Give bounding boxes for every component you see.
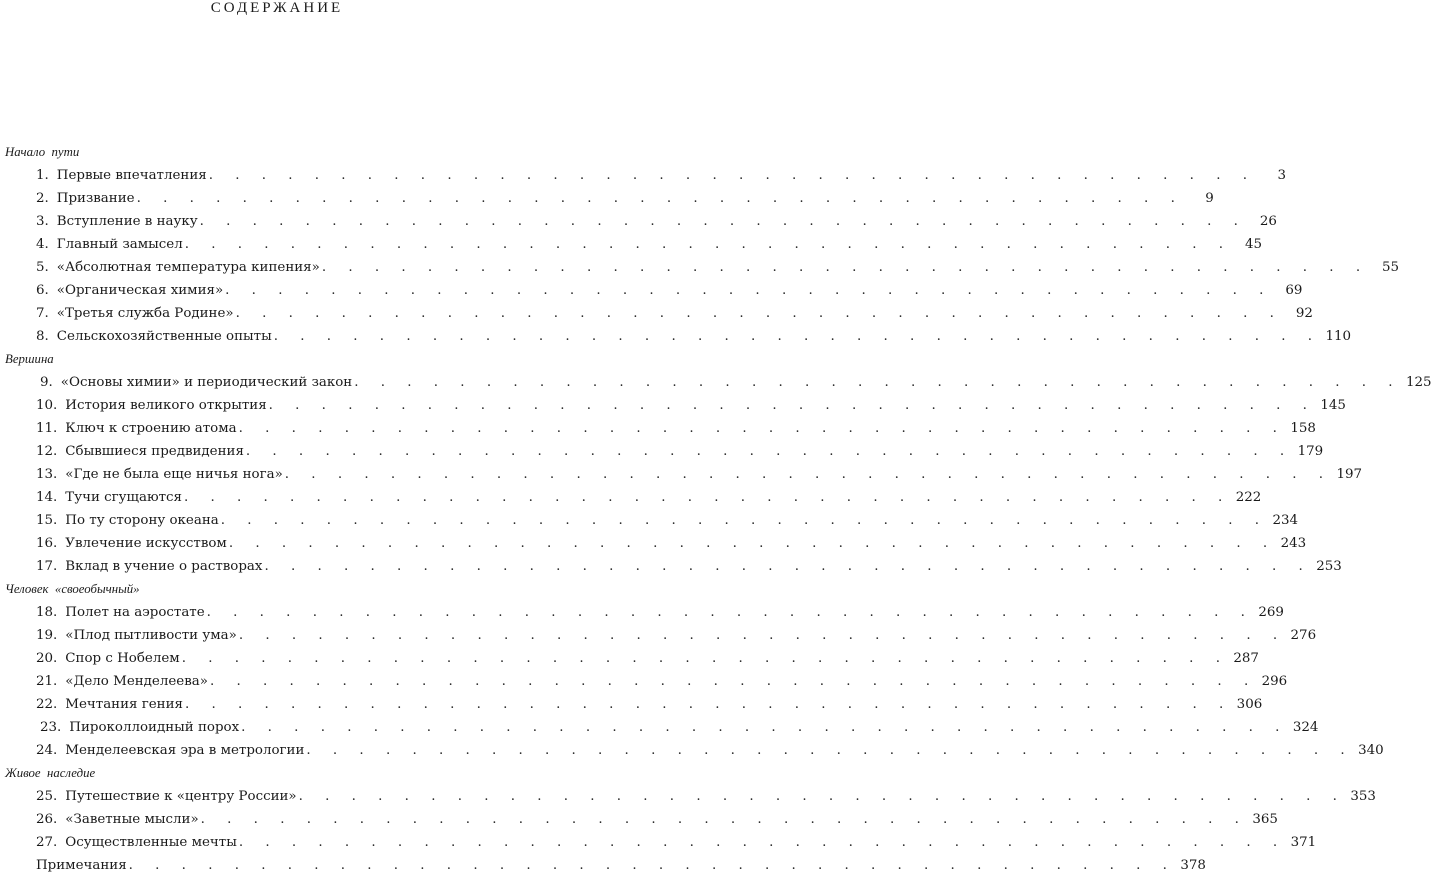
entry-number: 6.	[36, 283, 49, 298]
entry-number: 17.	[36, 559, 58, 574]
toc-entry	[0, 601, 1284, 624]
section-heading: Вершина	[5, 352, 54, 366]
toc-entry	[0, 831, 1317, 854]
dot-leader: . . . . . . . . . . . . . . . . . . . . . . . . . . . . . . . . . . . . . . . .	[354, 375, 1402, 390]
entry-page-number: 158	[1290, 421, 1316, 436]
dot-leader: . . . . . . . . . . . . . . . . . . . . . . . . . . . . . . . . . . . . . . . .	[264, 559, 1312, 574]
dot-leader: . . . . . . . . . . . . . . . . . . . . . . . . . . . . . . . . . . . . . . . .	[225, 283, 1273, 298]
section-heading: Человек «своеобычный»	[5, 582, 140, 596]
toc-entry-line	[36, 302, 1313, 325]
toc-entry-line	[36, 164, 1286, 187]
dot-leader: . . . . . . . . . . . . . . . . . . . . . . . . . . . . . . . . . . . . . . . .	[199, 214, 1247, 229]
toc-entry-line	[36, 808, 1278, 831]
entry-title: Тучи сгущаются	[65, 490, 182, 505]
dot-leader: . . . . . . . . . . . . . . . . . . . . . . . . . . . . . . . . . . . . . . . .	[241, 720, 1289, 735]
toc-entry-line	[36, 463, 1363, 486]
toc-entry-line	[36, 601, 1284, 624]
entry-title: «Плод пытливости ума»	[65, 628, 237, 643]
entry-number: 21.	[36, 674, 58, 689]
toc-entry-line	[36, 417, 1316, 440]
entry-page-number: 125	[1405, 375, 1432, 390]
dot-leader: . . . . . . . . . . . . . . . . . . . . . . . . . . . . . . . . . . . . . . . .	[184, 697, 1233, 712]
dot-leader: . . . . . . . . . . . . . . . . . . . . . . . . . . . . . . . . . . . . . . . .	[228, 536, 1277, 551]
toc-entry-line	[36, 233, 1262, 256]
entry-page-number: 324	[1292, 720, 1319, 735]
toc-entry-line	[36, 440, 1324, 463]
toc-entry-line	[36, 210, 1277, 233]
entry-number: 2.	[36, 191, 49, 206]
dot-leader: . . . . . . . . . . . . . . . . . . . . . . . . . . . . . . . . . . . . . . . .	[306, 743, 1354, 758]
dot-leader: . . . . . . . . . . . . . . . . . . . . . . . . . . . . . . . . . . . . . . . .	[284, 467, 1333, 482]
toc-entry-line	[36, 831, 1317, 854]
entry-number: 19.	[36, 628, 58, 643]
entry-title: «Где не была еще ничья нога»	[65, 467, 283, 482]
toc-entry	[0, 785, 1376, 808]
entry-title: Главный замысел	[56, 237, 183, 252]
entry-number: 15.	[36, 513, 58, 528]
toc-entry	[0, 233, 1262, 256]
toc-entry	[0, 670, 1288, 693]
toc-entry-line	[36, 486, 1262, 509]
entry-number: 9.	[40, 375, 53, 390]
entry-title: Полет на аэростате	[65, 605, 205, 620]
entry-title: Пироколлоидный порох	[69, 720, 240, 735]
dot-leader: . . . . . . . . . . . . . . . . . . . . . . . . . . . . . . . . . . . . . . . .	[136, 191, 1184, 206]
dot-leader: . . . . . . . . . . . . . . . . . . . . . . . . . . . . . . . . . . . . . . . .	[298, 789, 1346, 804]
entry-title: История великого открытия	[65, 398, 267, 413]
toc-entry-line	[36, 693, 1263, 716]
entry-page-number: 353	[1350, 789, 1376, 804]
entry-number: 10.	[36, 398, 58, 413]
entry-title: Осуществленные мечты	[65, 835, 237, 850]
entry-number: 12.	[36, 444, 58, 459]
dot-leader: . . . . . . . . . . . . . . . . . . . . . . . . . . . . . . . . . . . . . . . .	[268, 398, 1316, 413]
entry-number: 5.	[36, 260, 49, 275]
toc-entry	[0, 854, 1206, 877]
dot-leader: . . . . . . . . . . . . . . . . . . . . . . . . . . . . . . . . . . . . . . . .	[220, 513, 1269, 528]
entry-page-number: 69	[1285, 283, 1303, 298]
toc-entry-line	[36, 187, 1214, 210]
entry-title: Сбывшиеся предвидения	[65, 444, 244, 459]
entry-page-number: 253	[1316, 559, 1342, 574]
toc-entry-line	[36, 256, 1400, 279]
entry-title: Вклад в учение о растворах	[65, 559, 263, 574]
toc-entry	[0, 463, 1363, 486]
dot-leader: . . . . . . . . . . . . . . . . . . . . . . . . . . . . . . . . . . . . . . . .	[209, 674, 1258, 689]
entry-title: «Дело Менделеева»	[65, 674, 208, 689]
entry-page-number: 269	[1258, 605, 1284, 620]
toc-entry-line	[36, 555, 1342, 578]
entry-number: 24.	[36, 743, 58, 758]
entry-title: «Органическая химия»	[56, 283, 224, 298]
toc-entry-line	[36, 739, 1384, 762]
dot-leader: . . . . . . . . . . . . . . . . . . . . . . . . . . . . . . . . . . . . . . . .	[184, 237, 1232, 252]
entry-page-number: 179	[1297, 444, 1324, 459]
toc-entry	[0, 164, 1286, 187]
dot-leader: . . . . . . . . . . . . . . . . . . . . . . . . . . . . . . . . . . . . . . . .	[238, 628, 1287, 643]
dot-leader: . . . . . . . . . . . . . . . . . . . . . . . . . . . . . . . . . . . . . . . .	[128, 858, 1176, 873]
entry-title: Примечания	[36, 858, 127, 873]
entry-title: «Третья служба Родине»	[56, 306, 234, 321]
entry-page-number: 3	[1277, 168, 1286, 183]
toc-entry	[0, 624, 1317, 647]
entry-title: Вступление в науку	[56, 214, 198, 229]
toc-entry-line	[36, 325, 1352, 348]
dot-leader: . . . . . . . . . . . . . . . . . . . . . . . . . . . . . . . . . . . . . . . .	[181, 651, 1229, 666]
dot-leader: . . . . . . . . . . . . . . . . . . . . . . . . . . . . . . . . . . . . . . . .	[235, 306, 1283, 321]
entry-title: «Заветные мысли»	[65, 812, 199, 827]
toc-entry	[0, 647, 1259, 670]
toc-entry	[0, 371, 1432, 394]
toc-entry-line	[36, 532, 1307, 555]
toc-section	[0, 141, 554, 164]
entry-page-number: 306	[1236, 697, 1263, 712]
toc-entry-line	[40, 716, 1319, 739]
entry-title: Менделеевская эра в метрологии	[65, 743, 305, 758]
toc-entry	[0, 486, 1262, 509]
entry-title: «Основы химии» и периодический закон	[60, 375, 353, 390]
entry-number: 7.	[36, 306, 49, 321]
entry-page-number: 110	[1325, 329, 1352, 344]
entry-title: Увлечение искусством	[65, 536, 227, 551]
entry-number: 23.	[40, 720, 62, 735]
page-title: СОДЕРЖАНИЕ	[210, 0, 344, 16]
entry-number: 3.	[36, 214, 49, 229]
entry-number: 1.	[36, 168, 49, 183]
dot-leader: . . . . . . . . . . . . . . . . . . . . . . . . . . . . . . . . . . . . . . . .	[238, 835, 1287, 850]
entry-page-number: 45	[1244, 237, 1262, 252]
toc-entry	[0, 394, 1346, 417]
table-of-contents	[0, 141, 1432, 877]
entry-page-number: 9	[1205, 191, 1214, 206]
dot-leader: . . . . . . . . . . . . . . . . . . . . . . . . . . . . . . . . . . . . . . . .	[245, 444, 1294, 459]
dot-leader: . . . . . . . . . . . . . . . . . . . . . . . . . . . . . . . . . . . . . . . .	[321, 260, 1370, 275]
toc-entry	[0, 532, 1307, 555]
toc-entry-line	[36, 785, 1376, 808]
entry-title: Спор с Нобелем	[65, 651, 180, 666]
toc-entry	[0, 693, 1263, 716]
dot-leader: . . . . . . . . . . . . . . . . . . . . . . . . . . . . . . . . . . . . . . . .	[183, 490, 1232, 505]
entry-page-number: 243	[1280, 536, 1307, 551]
section-heading: Начало пути	[5, 145, 80, 159]
toc-entry	[0, 256, 1400, 279]
entry-page-number: 92	[1295, 306, 1313, 321]
entry-title: «Абсолютная температура кипения»	[56, 260, 320, 275]
toc-entry	[0, 716, 1319, 739]
toc-entry	[0, 187, 1214, 210]
entry-title: Ключ к строению атома	[65, 421, 237, 436]
toc-entry	[0, 302, 1313, 325]
entry-number: 20.	[36, 651, 58, 666]
entry-page-number: 197	[1336, 467, 1363, 482]
dot-leader: . . . . . . . . . . . . . . . . . . . . . . . . . . . . . . . . . . . . . . . .	[200, 812, 1248, 827]
entry-page-number: 371	[1290, 835, 1317, 850]
entry-page-number: 287	[1233, 651, 1259, 666]
entry-number: 8.	[36, 329, 49, 344]
entry-page-number: 378	[1180, 858, 1206, 873]
dot-leader: . . . . . . . . . . . . . . . . . . . . . . . . . . . . . . . . . . . . . . . .	[273, 329, 1322, 344]
toc-entry	[0, 509, 1299, 532]
entry-page-number: 296	[1261, 674, 1288, 689]
entry-page-number: 365	[1252, 812, 1278, 827]
toc-entry-line	[36, 670, 1288, 693]
entry-title: Первые впечатления	[56, 168, 207, 183]
toc-entry	[0, 739, 1384, 762]
entry-title: По ту сторону океана	[65, 513, 219, 528]
toc-entry-line	[36, 509, 1299, 532]
entry-number: 18.	[36, 605, 58, 620]
toc-section	[0, 578, 554, 601]
entry-number: 16.	[36, 536, 58, 551]
toc-entry-line	[36, 279, 1303, 302]
entry-page-number: 55	[1382, 260, 1400, 275]
section-heading: Живое наследие	[5, 766, 96, 780]
entry-page-number: 145	[1320, 398, 1346, 413]
entry-number: 13.	[36, 467, 58, 482]
entry-number: 4.	[36, 237, 49, 252]
entry-number: 26.	[36, 812, 58, 827]
toc-section	[0, 348, 554, 371]
entry-page-number: 26	[1259, 214, 1277, 229]
toc-entry-line	[36, 394, 1346, 417]
toc-entry-line	[40, 371, 1432, 394]
entry-number: 11.	[36, 421, 58, 436]
toc-entry	[0, 417, 1316, 440]
toc-entry	[0, 808, 1278, 831]
dot-leader: . . . . . . . . . . . . . . . . . . . . . . . . . . . . . . . . . . . . . . . .	[208, 168, 1256, 183]
toc-entry-line	[36, 854, 1206, 877]
toc-entry	[0, 325, 1352, 348]
entry-page-number: 340	[1358, 743, 1384, 758]
entry-title: Путешествие к «центру России»	[65, 789, 297, 804]
toc-entry-line	[36, 624, 1317, 647]
dot-leader: . . . . . . . . . . . . . . . . . . . . . . . . . . . . . . . . . . . . . . . .	[206, 605, 1254, 620]
entry-number: 25.	[36, 789, 58, 804]
entry-page-number: 276	[1290, 628, 1317, 643]
entry-title: Мечтания гения	[65, 697, 183, 712]
toc-entry	[0, 555, 1342, 578]
entry-number: 22.	[36, 697, 58, 712]
entry-title: Сельскохозяйственные опыты	[56, 329, 272, 344]
toc-section	[0, 762, 554, 785]
toc-entry	[0, 279, 1303, 302]
toc-entry	[0, 210, 1277, 233]
entry-number: 27.	[36, 835, 58, 850]
toc-entry	[0, 440, 1324, 463]
entry-title: Призвание	[56, 191, 135, 206]
toc-entry-line	[36, 647, 1259, 670]
dot-leader: . . . . . . . . . . . . . . . . . . . . . . . . . . . . . . . . . . . . . . . .	[238, 421, 1286, 436]
entry-number: 14.	[36, 490, 58, 505]
entry-page-number: 222	[1235, 490, 1262, 505]
entry-page-number: 234	[1272, 513, 1299, 528]
